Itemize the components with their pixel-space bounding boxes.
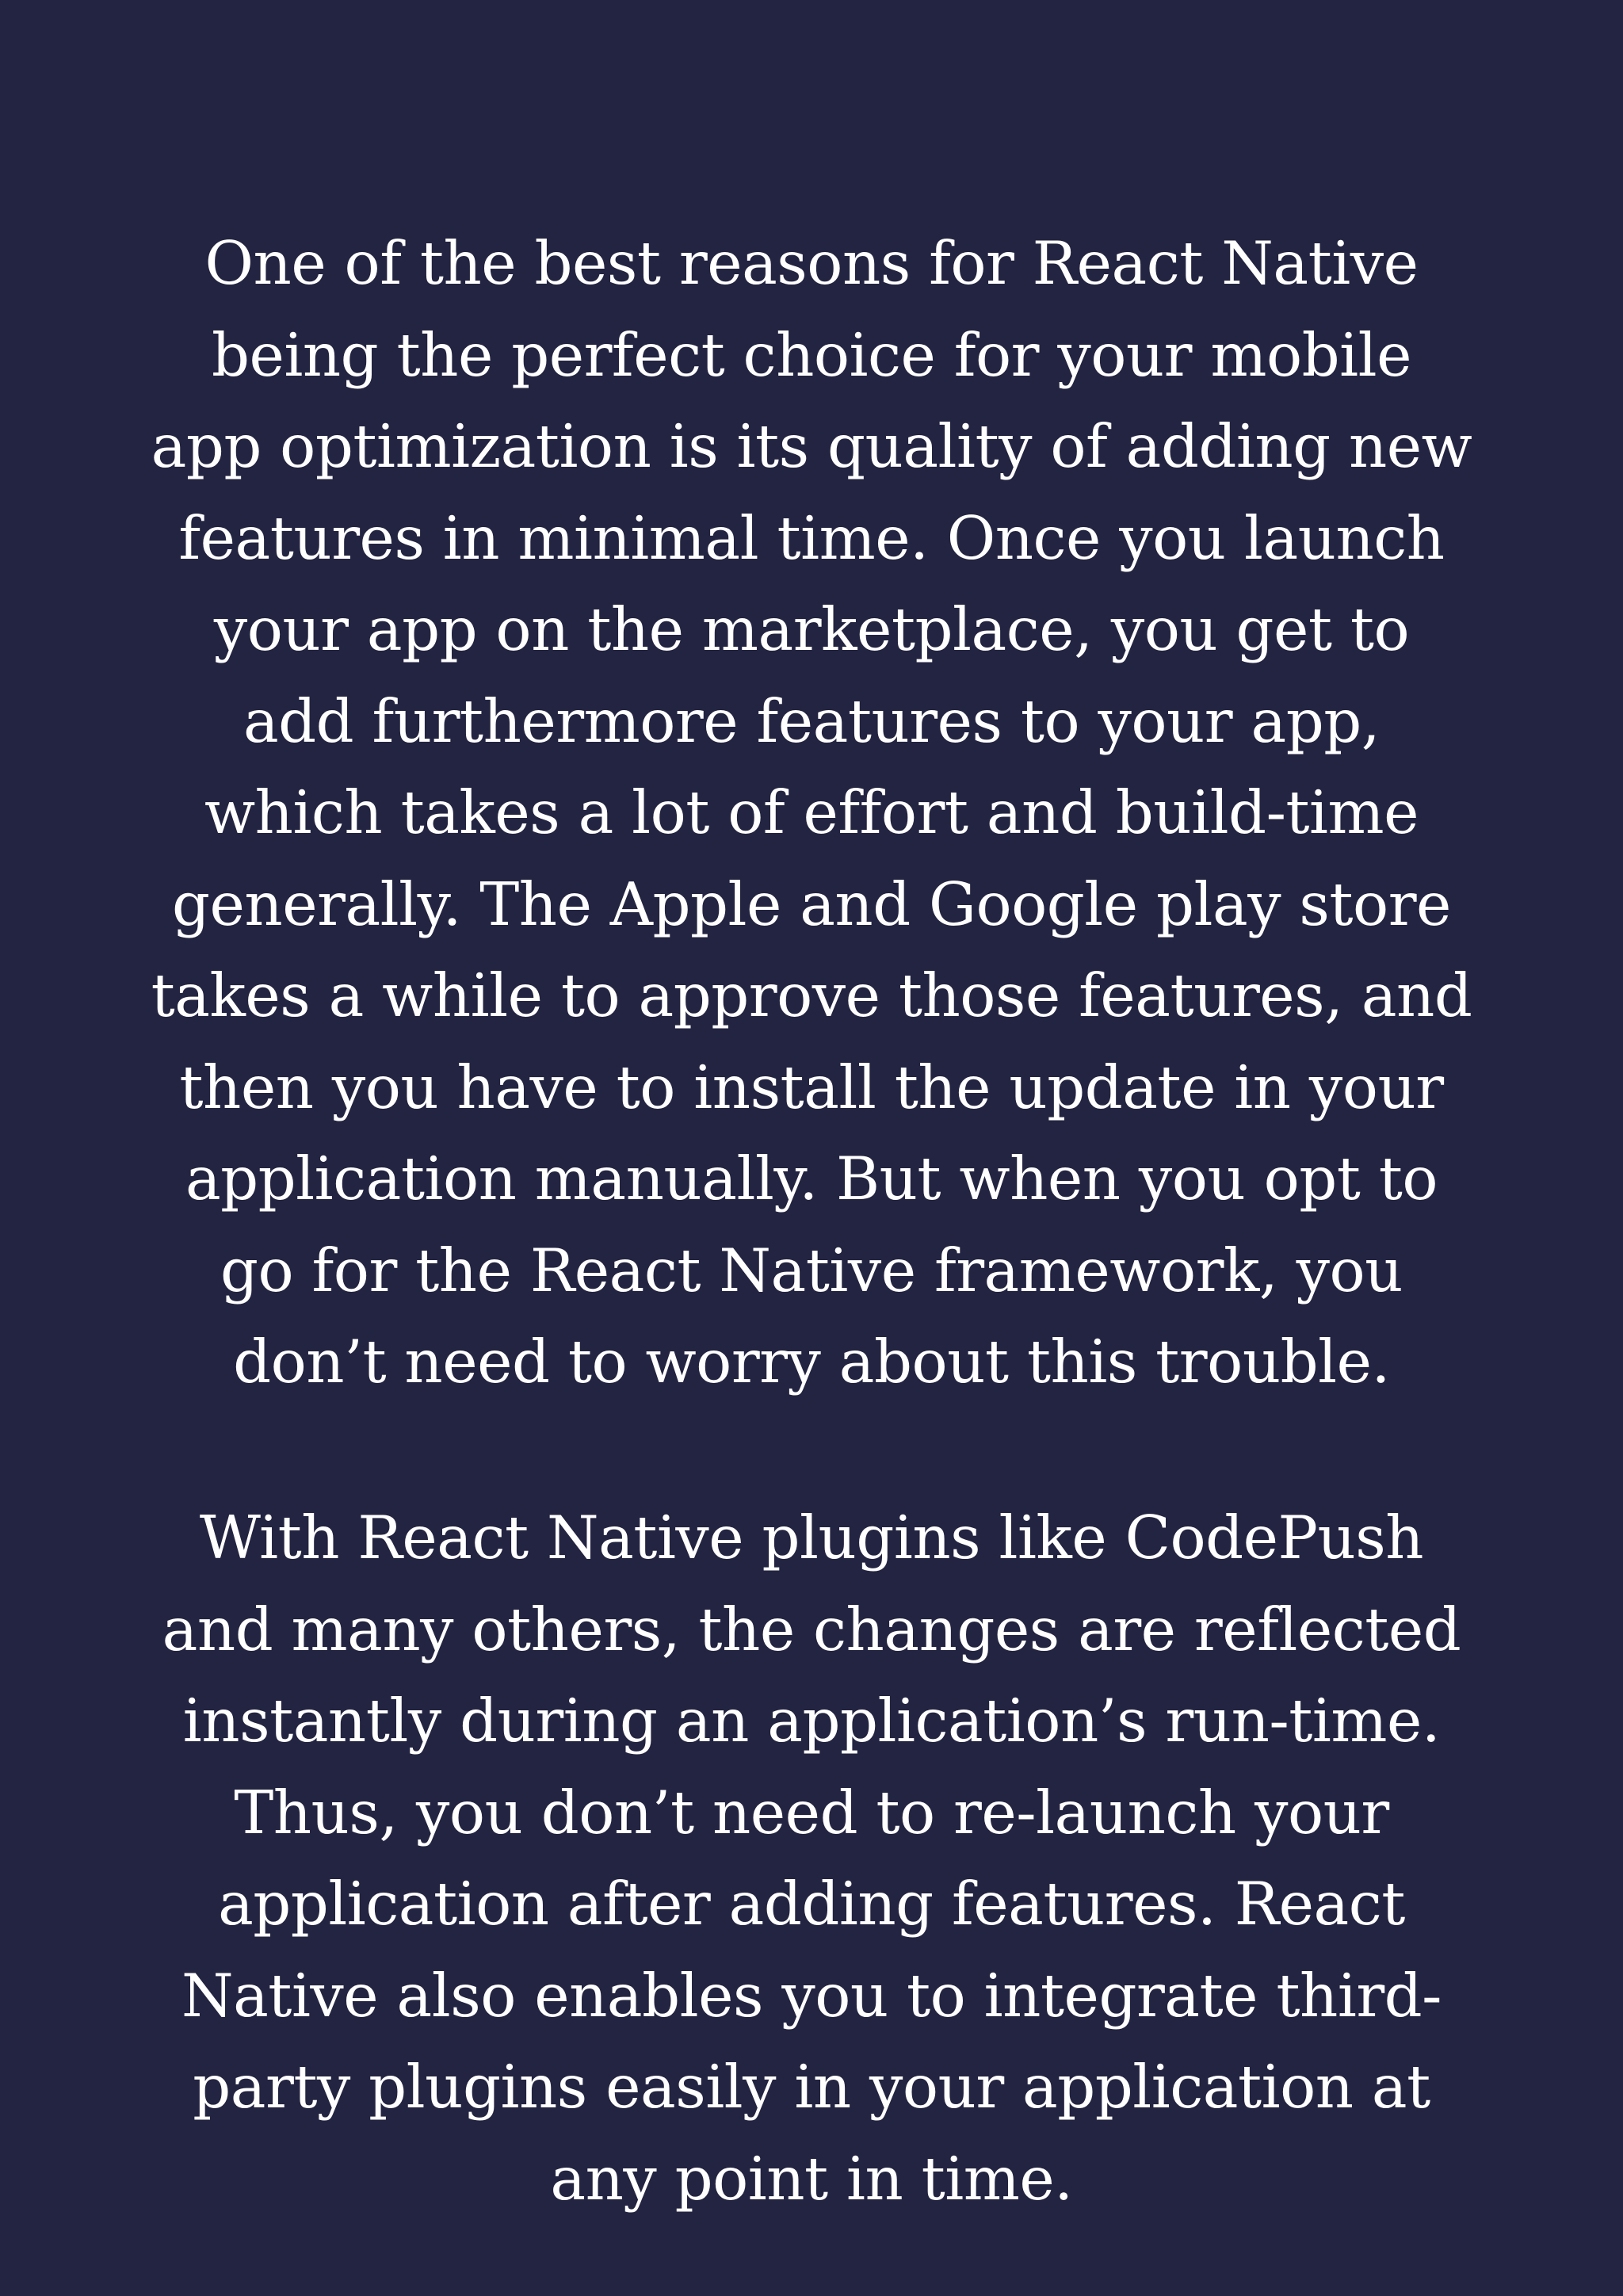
paragraph-react-native-features: One of the best reasons for React Native being the perfect choice for your mobile app optimization is its quality of adding new features in minimal time. Once you launch your app on the marketplace, you get to add furthermore features to your app, which takes a lot of effort and build-time generally. The Apple and Google play store takes a while to approve those features, and then you have to install the update in your application manually. But when you opt to go for the React Native framework, you don’t need to worry about this trouble.: [151, 228, 1472, 1396]
paragraph-codepush-plugins: With React Native plugins like CodePush and many others, the changes are reflected instantly during an application’s run-time. Thus, you don’t need to re-launch your application after adding features. React Native also enables you to integrate third-party plugins easily in your application at any point in time.: [162, 1503, 1461, 2214]
